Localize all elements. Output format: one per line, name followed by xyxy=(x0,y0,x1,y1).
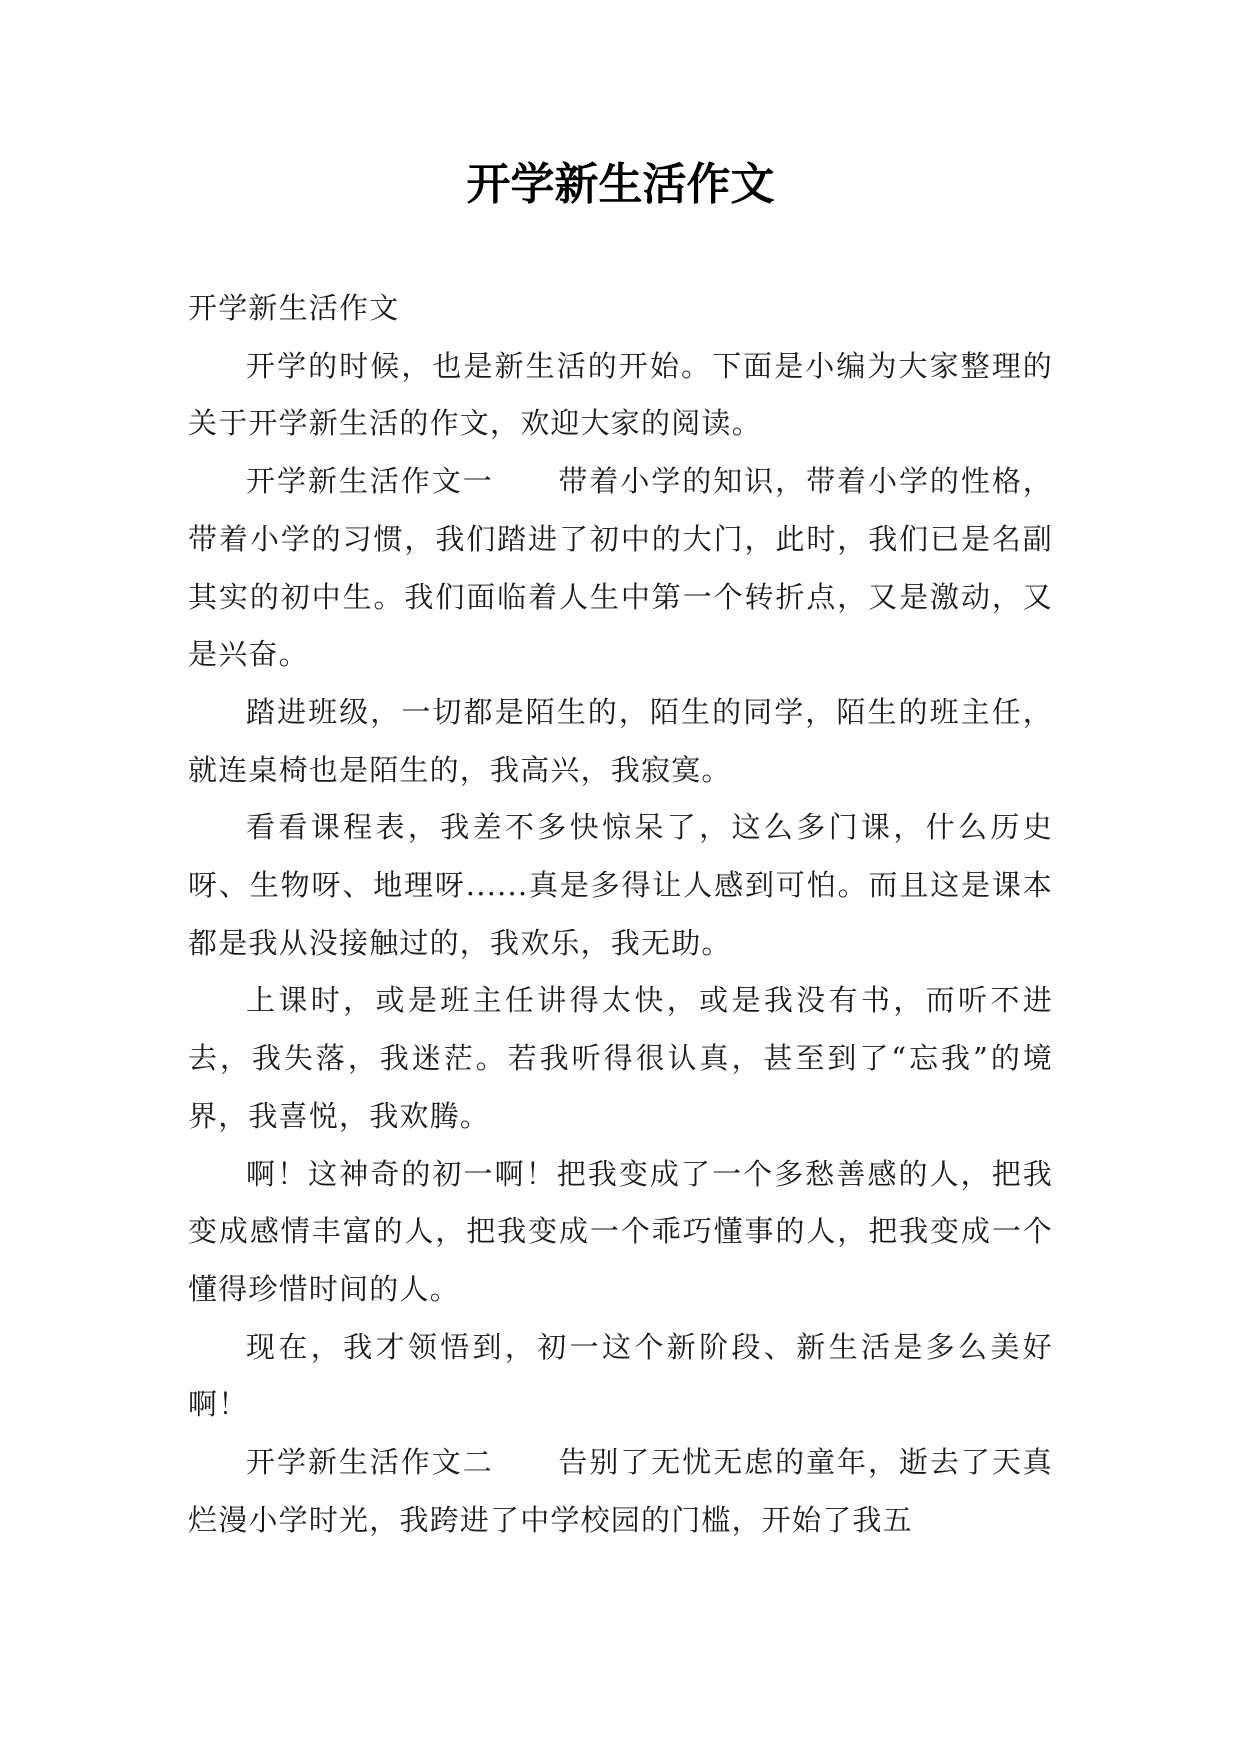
essay1-first-paragraph xyxy=(188,453,1053,684)
essay1-paragraph-6: 现在，我才领悟到，初一这个新阶段、新生活是多么美好啊！ xyxy=(188,1329,1053,1422)
intro-paragraph: 开学的时候，也是新生活的开始。下面是小编为大家整理的关于开学新生活的作文，欢迎大家的阅读。 xyxy=(188,348,1053,441)
essay1-paragraph-2: 踏进班级，一切都是陌生的，陌生的同学，陌生的班主任，就连桌椅也是陌生的，我高兴，我寂寞。 xyxy=(188,694,1053,787)
essay1-paragraph-4: 上课时，或是班主任讲得太快，或是我没有书，而听不进去，我失落，我迷茫。若我听得很认真，甚至到了“忘我”的境界，我喜悦，我欢腾。 xyxy=(188,983,1053,1133)
essay1-heading: 开学新生活作文一 xyxy=(246,464,494,499)
essay1-paragraph-1: 带着小学的知识，带着小学的性格，带着小学的习惯，我们踏进了初中的大门，此时，我们已是名副其实的初中生。我们面临着人生中第一个转折点，又是激动，又是兴奋。 xyxy=(188,464,1053,672)
essay-subtitle: 开学新生活作文 xyxy=(188,291,400,325)
document-title: 开学新生活作文 xyxy=(466,159,775,210)
essay2-heading: 开学新生活作文二 xyxy=(246,1445,494,1480)
essay1-paragraph-5: 啊！这神奇的初一啊！把我变成了一个多愁善感的人，把我变成感情丰富的人，把我变成一个乖巧懂事的人，把我变成一个懂得珍惜时间的人。 xyxy=(188,1156,1053,1306)
essay2-first-paragraph xyxy=(188,1434,1053,1549)
essay1-paragraph-3: 看看课程表，我差不多快惊呆了，这么多门课，什么历史呀、生物呀、地理呀......真是多得让人感到可怕。而且这是课本都是我从没接触过的，我欢乐，我无助。 xyxy=(188,810,1053,960)
document-body xyxy=(188,280,1053,1549)
essay2-paragraph-1: 告别了无忧无虑的童年，逝去了天真烂漫小学时光，我跨进了中学校园的门槛，开始了我五 xyxy=(188,1445,1053,1537)
